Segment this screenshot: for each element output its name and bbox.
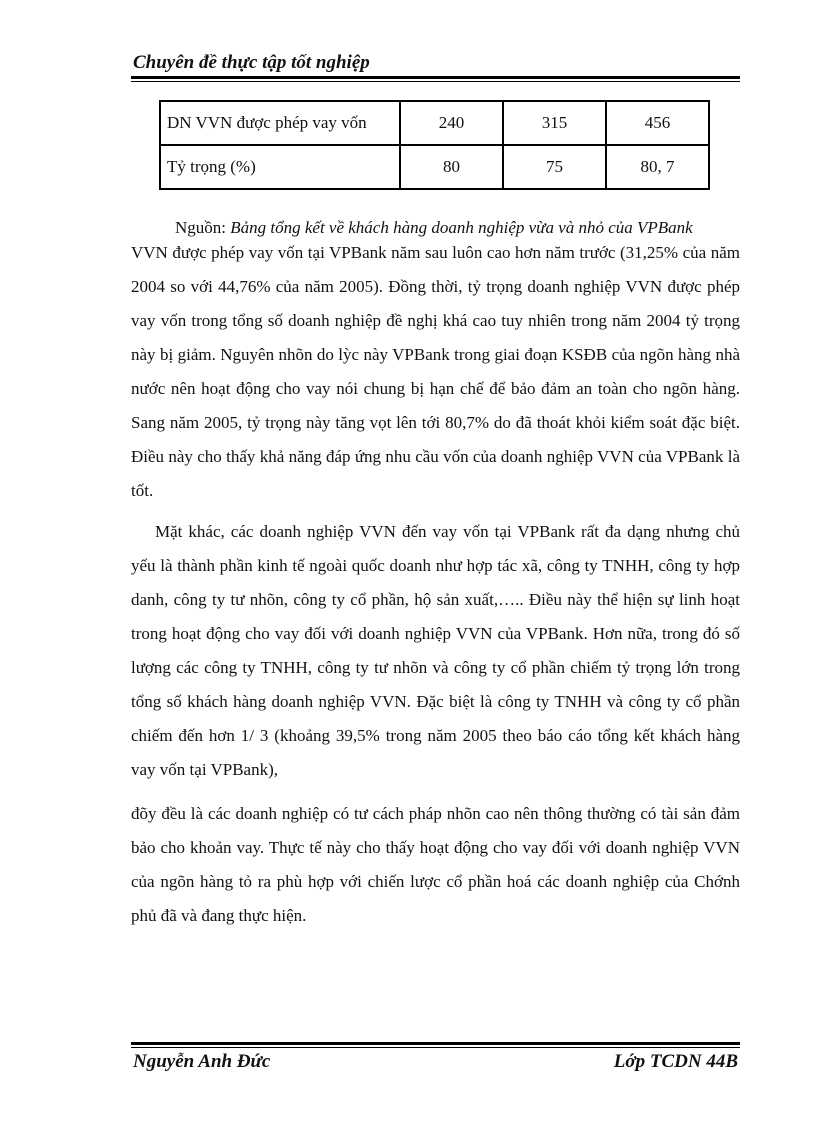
table-cell-value: 240: [400, 101, 503, 145]
paragraph-text: Mặt khác, các doanh nghiệp VVN đến vay vốn tại VPBank rất đa dạng nhưng chủ yếu là thành phần kinh tế ngoài quốc doanh như hợp tác xã, công ty TNHH, công ty hợp danh, công ty tư nhõn, công ty cổ phần, hộ sản xuất,….. Điều này thể hiện sự linh hoạt trong hoạt động cho vay đối với doanh nghiệp VVN của VPBank. Hơn nữa, trong đó số lượng các công ty TNHH, công ty tư nhõn và công ty cổ phần chiếm tỷ trọng lớn trong tổng số khách hàng doanh nghiệp VVN. Đặc biệt là công ty TNHH và công ty cổ phần chiếm đến hơn 1/ 3 (khoảng 39,5% trong năm 2005 theo báo cáo tổng kết khách hàng vay vốn tại VPBank),: [131, 522, 740, 779]
source-prefix: Nguồn:: [175, 218, 231, 237]
table-source-note: [175, 218, 693, 238]
table-cell-value: 315: [503, 101, 606, 145]
table-cell-value: 80: [400, 145, 503, 189]
table-row: [160, 145, 709, 189]
data-table: [159, 100, 710, 190]
footer-class: Lớp TCDN 44B: [613, 1051, 738, 1072]
table-cell-value: 80, 7: [606, 145, 709, 189]
footer-author: Nguyễn Anh Đức: [133, 1051, 271, 1072]
body-paragraph: [131, 515, 740, 787]
table-cell-label: Tỷ trọng (%): [160, 145, 400, 189]
header-rule: [131, 76, 740, 82]
footer-rule: [131, 1042, 740, 1048]
source-text: Bảng tổng kết về khách hàng doanh nghiệp vừa và nhỏ của VPBank: [230, 218, 693, 237]
body-paragraph: đõy đều là các doanh nghiệp có tư cách pháp nhõn cao nên thông thường có tài sản đảm bảo cho khoản vay. Thực tế này cho thấy hoạt động cho vay đối với doanh nghiệp VVN của ngõn hàng tỏ ra phù hợp với chiến lược cổ phần hoá các doanh nghiệp của Chớnh phủ đã và đang thực hiện.: [131, 804, 740, 925]
table-cell-value: 456: [606, 101, 709, 145]
table-cell-label: DN VVN được phép vay vốn: [160, 101, 400, 145]
table-row: [160, 101, 709, 145]
body-paragraph: VVN được phép vay vốn tại VPBank năm sau luôn cao hơn năm trước (31,25% của năm 2004 so với 44,76% của năm 2005). Đồng thời, tỷ trọng doanh nghiệp VVN được phép vay vốn trong tổng số doanh nghiệp đề nghị khá cao tuy nhiên trong năm 2004 tỷ trọng này bị giảm. Nguyên nhõn do lỳc này VPBank trong giai đoạn KSĐB của ngõn hàng nhà nước nên hoạt động cho vay nói chung bị hạn chế để bảo đảm an toàn cho ngõn hàng. Sang năm 2005, tỷ trọng này tăng vọt lên tới 80,7% do đã thoát khỏi kiểm soát đặc biệt. Điều này cho thấy khả năng đáp ứng nhu cầu vốn của doanh nghiệp VVN của VPBank là tốt.: [131, 243, 740, 500]
table-cell-value: 75: [503, 145, 606, 189]
page-header-title: Chuyên đề thực tập tốt nghiệp: [133, 52, 370, 73]
